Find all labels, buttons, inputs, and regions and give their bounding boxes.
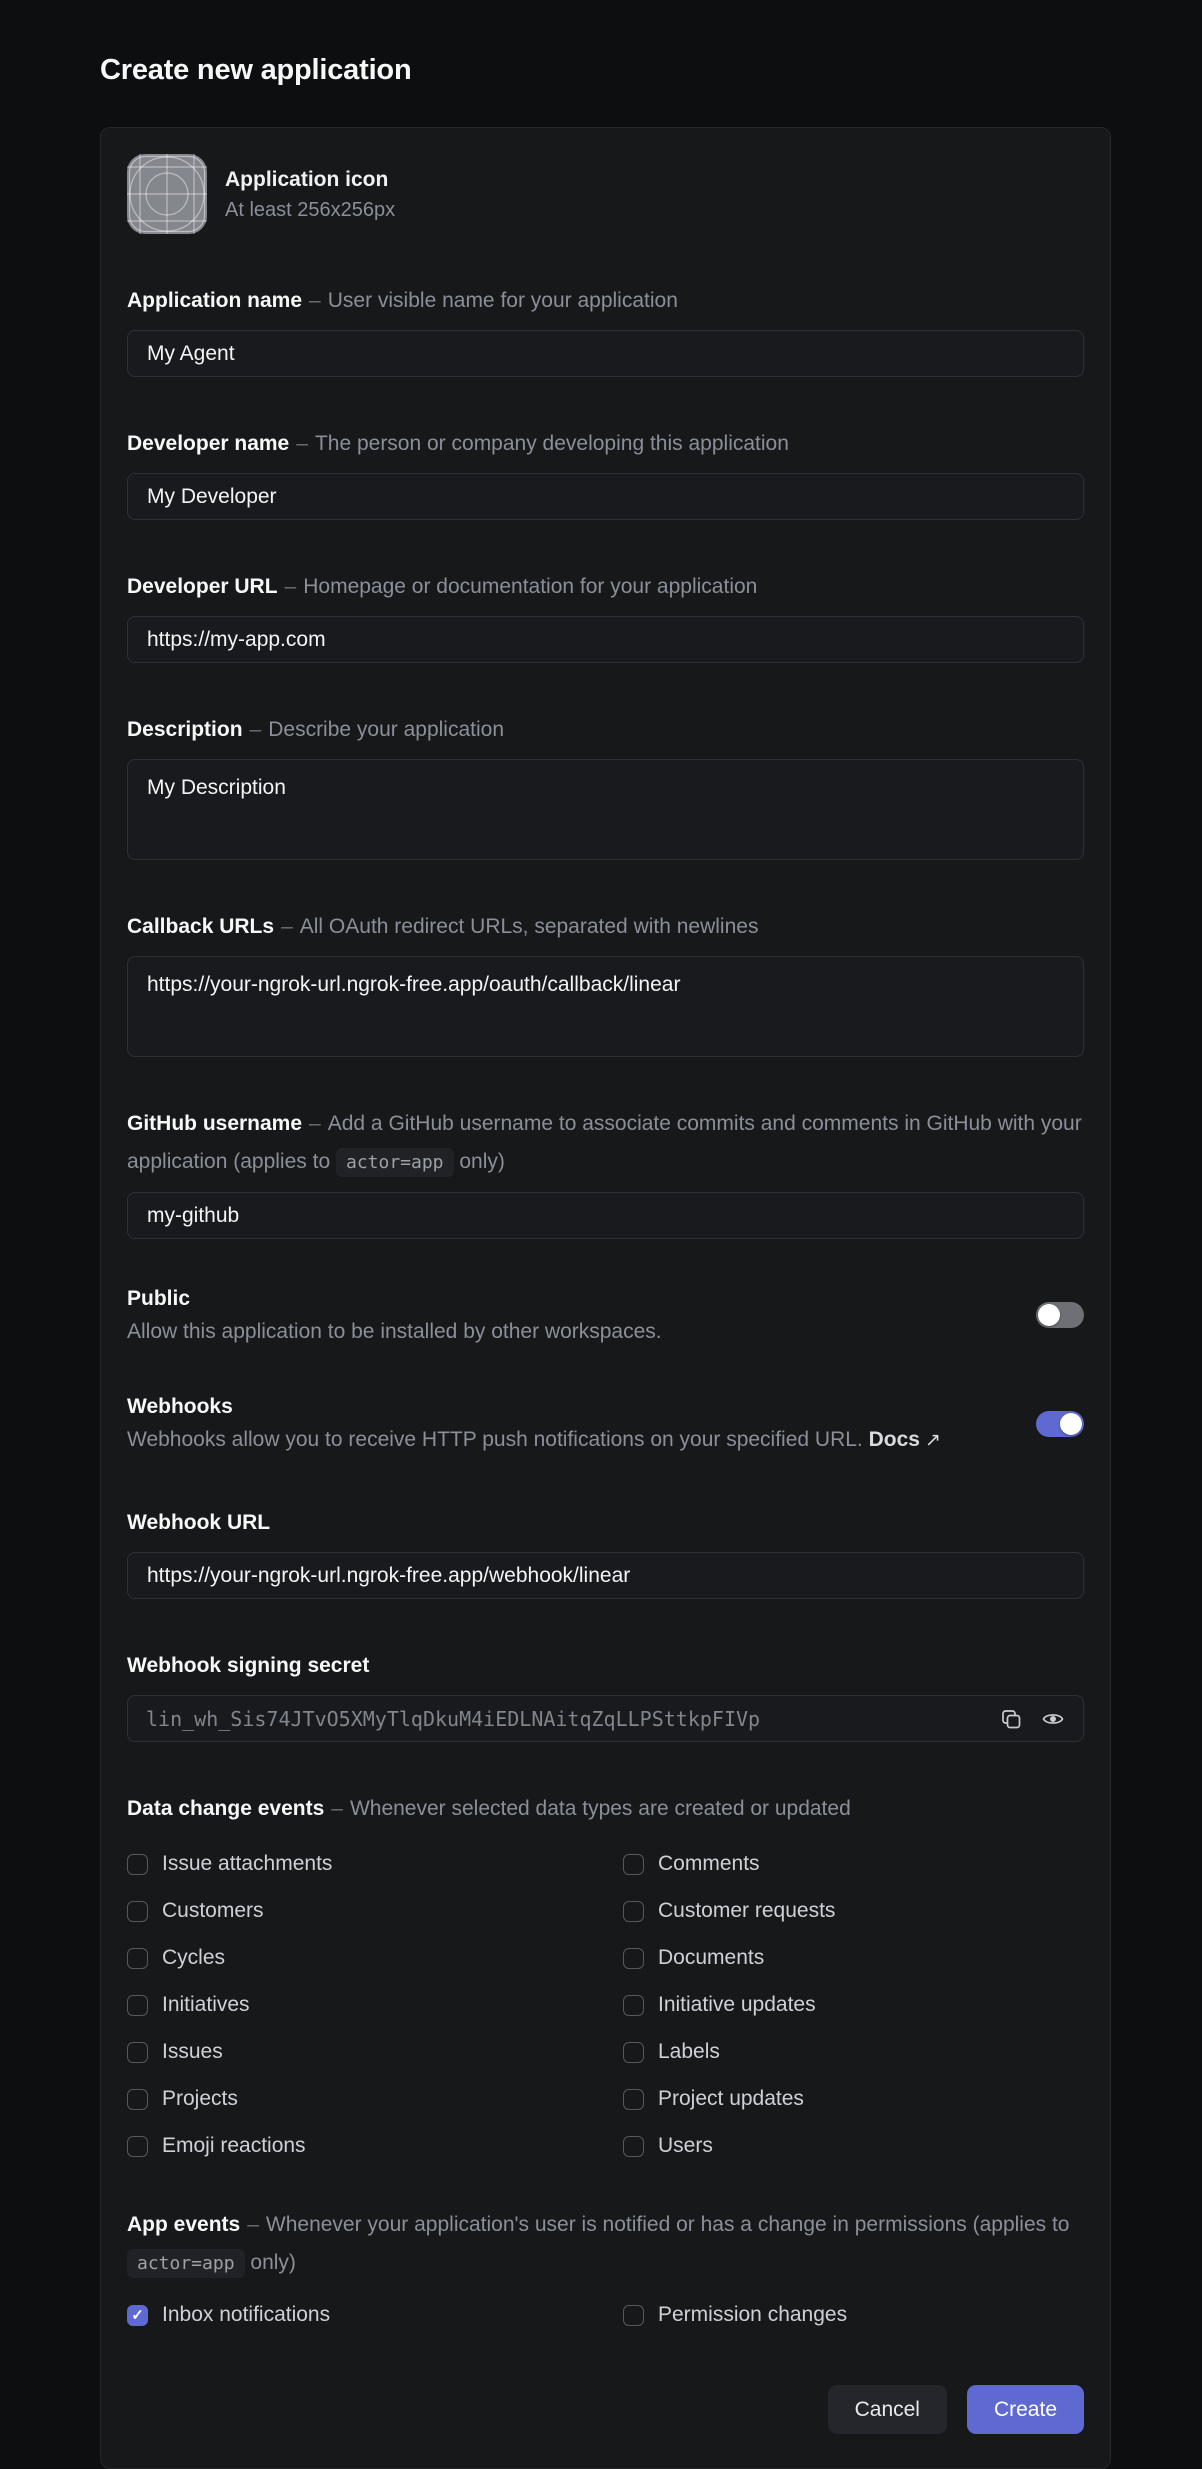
checkbox-item[interactable] <box>623 2134 1084 2158</box>
checkbox-icon[interactable] <box>623 1854 644 1875</box>
application-name-label: Application name <box>127 289 303 312</box>
developer-url-description: Homepage or documentation for your application <box>303 575 758 598</box>
checkbox-item[interactable] <box>623 2040 1084 2064</box>
checkbox-icon[interactable] <box>127 1901 148 1922</box>
checkbox-item[interactable] <box>623 1946 1084 1970</box>
application-name-label-row <box>127 282 1084 320</box>
checkbox-icon[interactable] <box>127 2136 148 2157</box>
eye-icon[interactable] <box>1041 1707 1065 1731</box>
public-switch-text <box>127 1283 1036 1347</box>
checkbox-item[interactable] <box>623 1852 1084 1876</box>
checkbox-label: Customer requests <box>658 1899 836 1922</box>
copy-icon[interactable] <box>999 1707 1023 1731</box>
checkbox-item[interactable] <box>127 2303 623 2327</box>
webhook-url-label-row <box>127 1504 1084 1542</box>
app-events-description-after: only) <box>250 2251 296 2274</box>
form-footer <box>127 2385 1084 2434</box>
checkbox-label: Comments <box>658 1852 760 1875</box>
field-group-webhook-url <box>127 1504 1084 1599</box>
application-icon-subtitle: At least 256x256px <box>225 198 396 221</box>
checkbox-icon[interactable] <box>623 1995 644 2016</box>
checkbox-item[interactable] <box>127 1852 623 1876</box>
actor-app-code-chip: actor=app <box>336 1148 454 1177</box>
developer-name-description: The person or company developing this application <box>314 432 789 455</box>
checkbox-item[interactable] <box>127 1993 623 2017</box>
public-title: Public <box>127 1287 191 1310</box>
github-username-description-after: only) <box>459 1150 505 1173</box>
field-group-webhook-signing-secret <box>127 1647 1084 1742</box>
checkbox-item[interactable] <box>623 2087 1084 2111</box>
field-group-developer-name <box>127 425 1084 520</box>
application-icon-title: Application icon <box>225 167 389 191</box>
developer-name-input[interactable] <box>127 473 1084 520</box>
application-name-description: User visible name for your application <box>327 289 678 312</box>
app-events-description-before: Whenever your application's user is notified or has a change in permissions (applies to <box>265 2213 1070 2236</box>
checkbox-icon[interactable] <box>623 2089 644 2110</box>
field-group-developer-url <box>127 568 1084 663</box>
github-username-label-row <box>127 1105 1084 1182</box>
webhooks-title: Webhooks <box>127 1395 233 1418</box>
webhooks-description-text: Webhooks allow you to receive HTTP push notifications on your specified URL. <box>127 1428 863 1451</box>
checkbox-icon[interactable] <box>127 1854 148 1875</box>
checkbox-label: Issues <box>162 2040 223 2063</box>
checkbox-icon[interactable] <box>127 1995 148 2016</box>
data-change-events-checklist <box>127 1852 1084 2158</box>
checkbox-icon[interactable] <box>623 2305 644 2326</box>
github-username-input[interactable] <box>127 1192 1084 1239</box>
page-title: Create new application <box>100 54 412 86</box>
callback-urls-label: Callback URLs <box>127 915 275 938</box>
github-username-label: GitHub username <box>127 1112 303 1135</box>
description-label: Description <box>127 718 243 741</box>
callback-urls-label-row <box>127 908 1084 946</box>
checkbox-item[interactable] <box>127 2134 623 2158</box>
developer-name-label-row <box>127 425 1084 463</box>
description-textarea[interactable] <box>127 759 1084 860</box>
app-events-section <box>127 2206 1084 2327</box>
checkbox-label: Documents <box>658 1946 765 1969</box>
checkbox-label: Cycles <box>162 1946 226 1969</box>
webhook-url-label: Webhook URL <box>127 1511 271 1534</box>
data-change-events-label: Data change events <box>127 1797 325 1820</box>
callback-urls-description: All OAuth redirect URLs, separated with newlines <box>299 915 759 938</box>
checkbox-item[interactable] <box>623 1993 1084 2017</box>
external-link-icon: ↗ <box>924 1430 941 1451</box>
public-description: Allow this application to be installed by other workspaces. <box>127 1320 662 1343</box>
checkbox-checked-icon[interactable] <box>127 2305 148 2326</box>
callback-urls-textarea[interactable] <box>127 956 1084 1057</box>
checkbox-item[interactable] <box>127 1899 623 1923</box>
developer-url-input[interactable] <box>127 616 1084 663</box>
checkbox-label: Projects <box>162 2087 238 2110</box>
checkbox-item[interactable] <box>127 1946 623 1970</box>
field-group-github-username <box>127 1105 1084 1239</box>
public-toggle[interactable] <box>1036 1302 1084 1328</box>
checkbox-icon[interactable] <box>127 2089 148 2110</box>
webhook-signing-secret-value: lin_wh_Sis74JTvO5XMyTlqDkuM4iEDLNAitqZqLLPSttkpFIVp <box>146 1706 761 1731</box>
app-events-label-row <box>127 2206 1084 2283</box>
checkbox-icon[interactable] <box>623 1901 644 1922</box>
application-icon-placeholder[interactable] <box>127 154 207 234</box>
checkbox-item[interactable] <box>623 2303 1084 2327</box>
developer-url-label-row <box>127 568 1084 606</box>
checkbox-icon[interactable] <box>623 1948 644 1969</box>
webhooks-toggle[interactable] <box>1036 1411 1084 1437</box>
webhooks-description <box>127 1424 996 1456</box>
actor-app-code-chip: actor=app <box>127 2249 245 2278</box>
checkbox-label: Labels <box>658 2040 720 2063</box>
cancel-button[interactable]: Cancel <box>828 2385 947 2434</box>
checkbox-label: Initiative updates <box>658 1993 816 2016</box>
app-events-checklist <box>127 2303 1084 2327</box>
webhooks-switch-row <box>127 1391 1084 1456</box>
checkbox-label: Customers <box>162 1899 264 1922</box>
app-events-label: App events <box>127 2213 241 2236</box>
field-group-description <box>127 711 1084 860</box>
label-separator: – <box>249 718 262 741</box>
label-separator: – <box>296 432 308 455</box>
toggle-knob <box>1038 1304 1060 1326</box>
data-change-events-section <box>127 1790 1084 2158</box>
description-description: Describe your application <box>268 718 505 741</box>
webhook-signing-secret-label: Webhook signing secret <box>127 1654 370 1677</box>
label-separator: – <box>309 1112 321 1135</box>
checkbox-icon[interactable] <box>127 1948 148 1969</box>
checkbox-label: Inbox notifications <box>162 2303 331 2326</box>
label-separator: – <box>281 915 293 938</box>
checkbox-item[interactable] <box>127 2040 623 2064</box>
toggle-knob <box>1060 1413 1082 1435</box>
checkbox-item[interactable] <box>623 1899 1084 1923</box>
public-switch-row <box>127 1283 1084 1347</box>
checkbox-label: Issue attachments <box>162 1852 333 1875</box>
checkbox-label: Initiatives <box>162 1993 250 2016</box>
developer-name-label: Developer name <box>127 432 290 455</box>
checkbox-label: Permission changes <box>658 2303 848 2326</box>
checkbox-label: Users <box>658 2134 713 2157</box>
application-name-input[interactable] <box>127 330 1084 377</box>
developer-url-label: Developer URL <box>127 575 278 598</box>
create-button[interactable]: Create <box>967 2385 1084 2434</box>
label-separator: – <box>247 2213 259 2236</box>
webhook-signing-secret-label-row <box>127 1647 1084 1685</box>
docs-link[interactable]: Docs <box>868 1428 920 1451</box>
field-group-application-name <box>127 282 1084 377</box>
field-group-callback-urls <box>127 908 1084 1057</box>
label-separator: – <box>284 575 297 598</box>
webhook-signing-secret-field <box>127 1695 1084 1742</box>
github-username-description-before: Add a GitHub username to associate commits and comments in GitHub with your application (applies to <box>127 1112 1082 1173</box>
webhooks-switch-text <box>127 1391 1036 1456</box>
checkbox-icon[interactable] <box>623 2136 644 2157</box>
checkbox-item[interactable] <box>127 2087 623 2111</box>
webhook-url-input[interactable] <box>127 1552 1084 1599</box>
description-label-row <box>127 711 1084 749</box>
label-separator: – <box>331 1797 343 1820</box>
checkbox-label: Emoji reactions <box>162 2134 306 2157</box>
checkbox-icon[interactable] <box>623 2042 644 2063</box>
data-change-events-description: Whenever selected data types are created or updated <box>349 1797 851 1820</box>
application-form-card <box>100 127 1111 2469</box>
checkbox-icon[interactable] <box>127 2042 148 2063</box>
data-change-events-label-row <box>127 1790 1084 1828</box>
label-separator: – <box>309 289 321 312</box>
checkbox-label: Project updates <box>658 2087 804 2110</box>
application-icon-uploader[interactable] <box>127 154 1084 234</box>
application-icon-meta <box>225 166 395 223</box>
